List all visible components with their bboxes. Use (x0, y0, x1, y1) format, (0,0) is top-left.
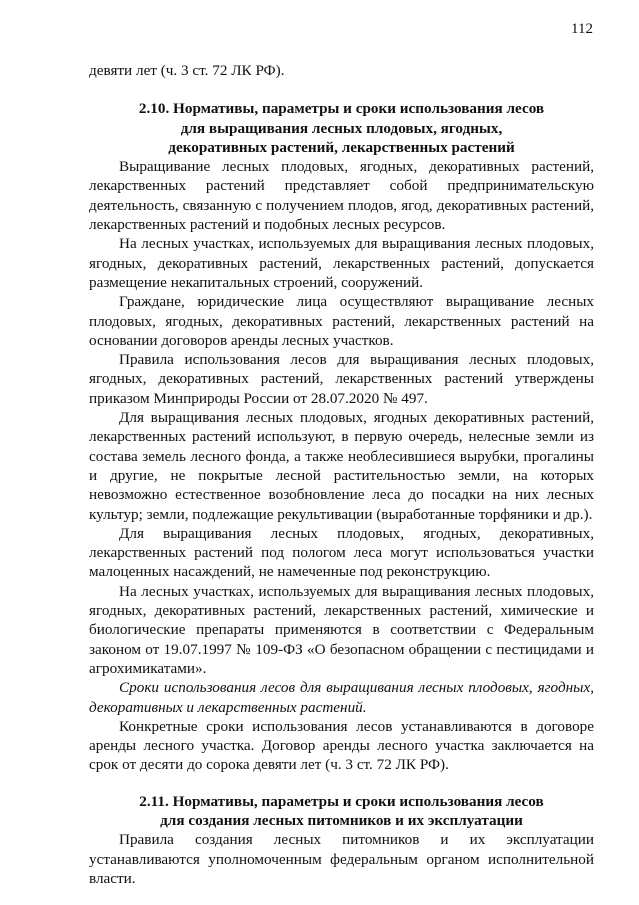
italic-subheading: Сроки использования лесов для выращивания лесных плодовых, ягодных, декоративных и лекарственных растений. (89, 679, 594, 716)
section-2-11-heading (89, 792, 594, 831)
section-heading-line: для выращивания лесных плодовых, ягодных, (180, 119, 503, 137)
paragraph: Выращивание лесных плодовых, ягодных, декоративных растений, лекарственных растений представляет собой предпринимательскую деятельность, связанную с получением плодов, ягод, декоративных растений, лекарственных растений и подобных лесных ресурсов. (89, 158, 594, 234)
paragraph: Граждане, юридические лица осуществляют выращивание лесных плодовых, ягодных, декоративных растений, лекарственных растений на основании договоров аренды лесных участков. (89, 293, 594, 349)
page-number: 112 (571, 21, 593, 37)
paragraph: На лесных участках, используемых для выращивания лесных плодовых, ягодных, декоративных растений, лекарственных растений, допускается размещение некапитальных строений, сооружений. (89, 235, 594, 291)
section-heading-line: для создания лесных питомников и их эксплуатации (160, 811, 523, 829)
paragraph: Конкретные сроки использования лесов устанавливаются в договоре аренды лесного участка. Договор аренды лесного участка заключается на срок от десяти до сорока девяти лет (ч. 3 ст. 72 ЛК РФ). (89, 717, 594, 774)
section-2-10-heading (89, 99, 594, 157)
paragraph: Для выращивания лесных плодовых, ягодных, декоративных, лекарственных растений под пологом леса могут использоваться участки малоценных насаждений, не намеченные под реконструкцию. (89, 524, 594, 581)
document-body (89, 61, 594, 888)
section-heading-line: декоративных растений, лекарственных растений (168, 138, 515, 156)
section-heading-line: 2.10. Нормативы, параметры и сроки использования лесов (138, 100, 545, 118)
paragraph: Правила использования лесов для выращивания лесных плодовых, ягодных, декоративных растений, лекарственных растений утверждены приказом Минприроды России от 28.07.2020 № 497. (89, 351, 594, 407)
paragraph: Для выращивания лесных плодовых, ягодных декоративных растений, лекарственных растений используют, в первую очередь, нелесные земли из состава земель лесного фонда, а также необлесившиеся вырубки, прогалины и другие, не покрытые лесной растительностью земли, на которых невозможно естественное возобновление леса до посадки на них лесных культур; земли, подлежащие рекультивации (выработанные торфяники и др.). (89, 409, 594, 523)
section-heading-line: 2.11. Нормативы, параметры и сроки использования лесов (139, 792, 544, 810)
intro-line: девяти лет (ч. 3 ст. 72 ЛК РФ). (89, 62, 285, 79)
paragraph: На лесных участках, используемых для выращивания лесных плодовых, ягодных, декоративных растений, лекарственных растений, химические и биологические препараты применяются в соответствии с Федеральным законом от 19.07.1997 № 109-ФЗ «О безопасном обращении с пестицидами и агрохимикатами». (89, 582, 594, 677)
paragraph: Правила создания лесных питомников и их эксплуатации устанавливаются уполномоченным федеральным органом исполнительной власти. (89, 831, 594, 887)
